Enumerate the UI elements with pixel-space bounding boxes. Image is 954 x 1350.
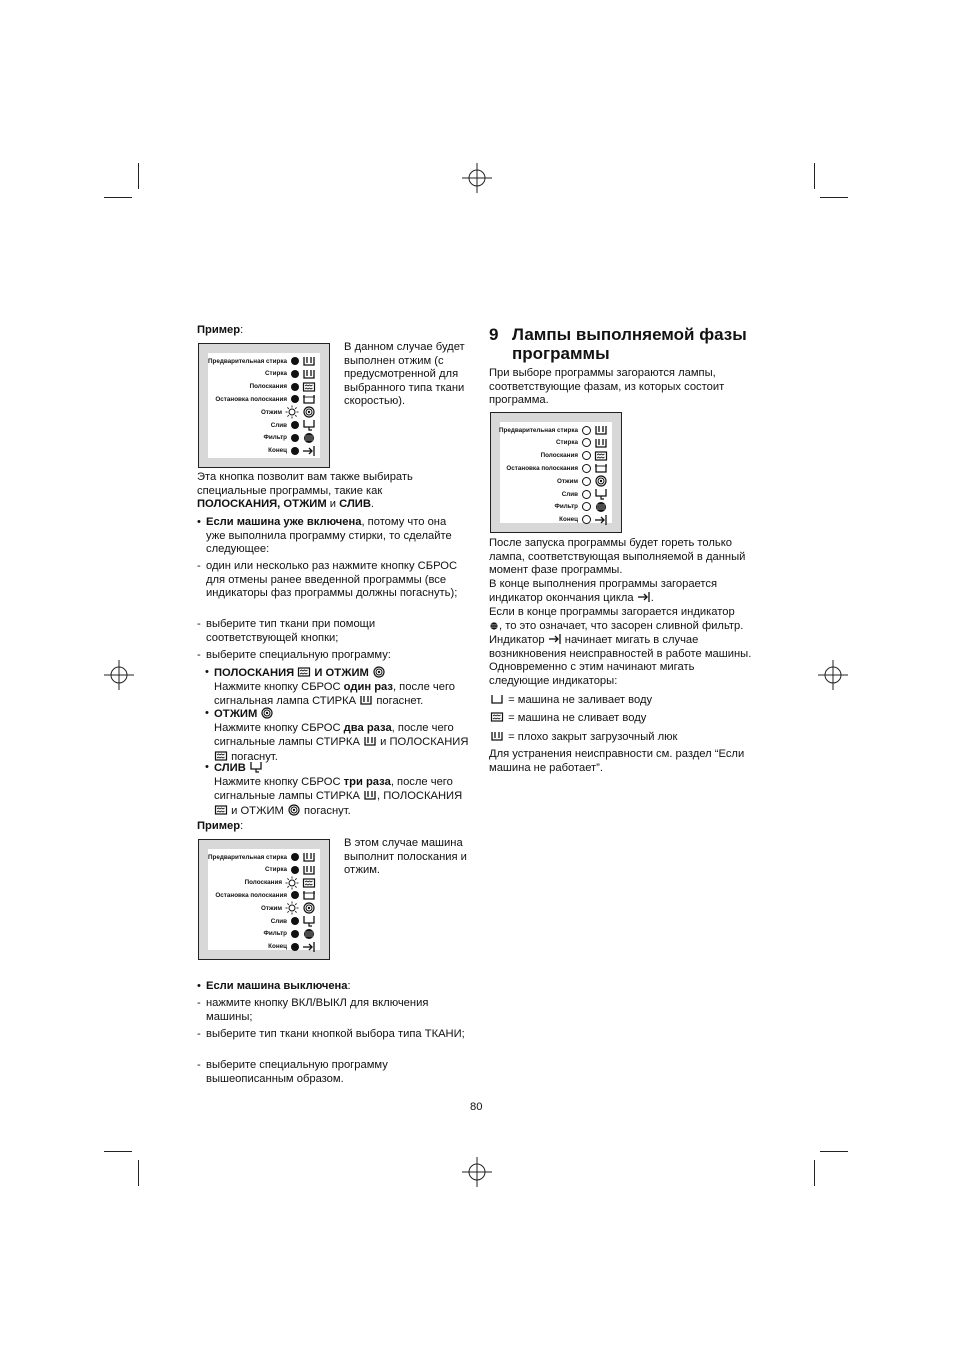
lamp-off-icon — [582, 464, 591, 473]
end-icon — [637, 591, 651, 603]
sub-spin — [214, 707, 470, 764]
panel-row-label: Конец — [268, 447, 287, 455]
panel-row — [261, 406, 316, 418]
sub1-text-c: погаснет. — [376, 695, 424, 708]
panel-row — [555, 501, 609, 513]
sub1-text-b: , после чего сигнальная лампа СТИРКА — [214, 680, 456, 708]
sub2-title: ОТЖИМ — [214, 708, 258, 720]
lamp-on-icon — [291, 853, 299, 861]
end-icon — [302, 941, 316, 953]
filter-icon — [489, 621, 499, 631]
panel-row — [215, 393, 316, 405]
example1-note: В данном случае будет выполнен отжим (с предусмотренной для выбранного типа ткани скоростью). — [344, 341, 465, 408]
panel-row-label: Отжим — [556, 477, 578, 485]
wash-icon — [363, 789, 377, 801]
drain-icon — [302, 419, 316, 431]
spin-icon — [372, 666, 386, 678]
heading-line2: программы — [512, 344, 610, 363]
bullet-machine-on — [206, 516, 468, 557]
panel-row-label: Отжим — [260, 904, 282, 912]
intro-bold-drain: СЛИВ — [339, 498, 371, 511]
panel-row-label: Фильтр — [554, 503, 578, 511]
panel-row — [208, 355, 316, 367]
spin-icon — [287, 804, 301, 816]
blinking-lamp-icon — [285, 876, 299, 890]
off-step-program: - выберите специальную программу вышеописанным образом. — [206, 1059, 468, 1086]
page-number: 80 — [470, 1101, 483, 1113]
lamp-on-icon — [291, 421, 299, 429]
panel-row-label: Остановка полоскания — [506, 464, 578, 472]
filter-icon — [302, 432, 316, 444]
rinse-icon — [297, 666, 311, 678]
step-special: - выберите специальную программу: — [206, 649, 468, 663]
lamp-on-icon — [291, 370, 299, 378]
panel-row-label: Предварительная стирка — [498, 426, 578, 434]
sub-rinse-spin — [214, 666, 470, 709]
lamp-off-icon — [582, 477, 591, 486]
panel-row — [268, 941, 316, 953]
panel-row — [261, 902, 316, 914]
lamp-off-icon — [582, 490, 591, 499]
wash-icon — [594, 437, 608, 449]
panel-row-label: Стирка — [555, 439, 578, 447]
crop-mark — [104, 197, 132, 198]
lamp-on-icon — [291, 357, 299, 365]
panel-row — [265, 368, 316, 380]
bullet-off-title: Если машина выключена — [206, 980, 348, 992]
panel-row — [506, 462, 608, 474]
panel-row — [215, 889, 316, 901]
section-intro: При выборе программы загораются лампы, соответствующие фазам, из которых состоит программа. — [489, 367, 725, 407]
rinse-icon — [489, 711, 505, 723]
registration-mark-icon — [462, 163, 492, 193]
sub2-text-c: и ПОЛОСКАНИЯ — [380, 736, 469, 749]
filter-icon — [594, 501, 608, 513]
end-icon — [302, 445, 316, 457]
panel-row — [264, 928, 317, 940]
sub-drain — [214, 761, 470, 818]
panel-row-label: Слив — [561, 490, 578, 498]
blinking-lamp-icon — [285, 405, 299, 419]
sub2-text-d: погаснут. — [231, 750, 278, 763]
lamp-off-icon — [582, 438, 591, 447]
prewash-icon — [302, 851, 316, 863]
lamp-on-icon — [291, 383, 299, 391]
sub1-bold: один раз — [343, 680, 393, 693]
lamp-off-icon — [582, 426, 591, 435]
panel-row-label: Конец — [559, 516, 578, 524]
panel-rows — [500, 422, 612, 523]
registration-mark-icon — [104, 660, 134, 690]
sub3-bold: три раза — [343, 775, 391, 788]
indicator-door: = плохо закрыт загрузочный люк — [489, 730, 757, 745]
lamp-on-icon — [291, 917, 299, 925]
indicator-no-fill: = машина не заливает воду — [489, 693, 757, 708]
rinse-icon — [214, 804, 228, 816]
heading-line1: 9 Лампы выполняемой фазы — [489, 325, 747, 344]
panel-row-label: Конец — [268, 943, 287, 951]
example2-note: В этом случае машина выполнит полоскания и отжим. — [344, 837, 467, 877]
panel-rows — [208, 353, 320, 458]
indicator-panel-example2 — [198, 839, 330, 960]
panel-row — [245, 877, 316, 889]
sub1-title: ПОЛОСКАНИЯ — [214, 667, 295, 679]
panel-row-label: Отжим — [260, 408, 282, 416]
off-step-fabric: - выберите тип ткани кнопкой выбора типа ТКАНИ; — [206, 1028, 468, 1042]
rinse-hold-icon — [302, 889, 316, 901]
para-end: В конце выполнения программы загорается индикатор окончания цикла . — [489, 577, 718, 605]
wash-icon — [489, 730, 505, 742]
tub-icon — [489, 693, 505, 705]
lamp-off-icon — [582, 451, 591, 460]
panel-row — [559, 514, 608, 526]
panel-row-label: Фильтр — [263, 930, 287, 938]
spin-icon — [260, 707, 274, 719]
panel-row — [271, 419, 316, 431]
sub3-title: СЛИВ — [214, 762, 246, 774]
lamp-on-icon — [291, 943, 299, 951]
indicator-panel-example1 — [198, 343, 330, 468]
intro-paragraph: Эта кнопка позволит вам также выбирать специальные программы, такие как ПОЛОСКАНИЯ, ОТЖИМ и СЛИВ. — [197, 471, 413, 511]
drain-icon — [249, 761, 263, 773]
panel-row — [250, 381, 316, 393]
panel-row — [562, 488, 608, 500]
section-body — [489, 537, 757, 776]
bullet-machine-off: • Если машина выключена: — [206, 980, 468, 994]
crop-mark — [814, 1160, 815, 1186]
spin-icon — [594, 475, 608, 487]
drain-icon — [302, 915, 316, 927]
lamp-on-icon — [291, 930, 299, 938]
step-reset: - один или несколько раз нажмите кнопку СБРОС для отмены ранее введенной программы (все индикаторы фаз программы должны погаснуть); — [206, 560, 468, 601]
registration-mark-icon — [462, 1157, 492, 1187]
para-filter: Если в конце программы загорается индикатор , то это означает, что засорен сливной фильтр. — [489, 605, 744, 632]
intro-bold: ПОЛОСКАНИЯ, ОТЖИМ — [197, 498, 327, 511]
crop-mark — [138, 1160, 139, 1186]
para-troubleshoot: Для устранения неисправности см. раздел “Если машина не работает”. — [489, 748, 745, 774]
sub3-text-b: , после чего сигнальные лампы СТИРКА — [214, 775, 453, 803]
rinse-icon — [594, 450, 608, 462]
blinking-lamp-icon — [285, 901, 299, 915]
sub3-text-d: и ОТЖИМ — [231, 804, 284, 817]
panel-row — [264, 432, 317, 444]
crop-mark — [820, 197, 848, 198]
crop-mark — [104, 1151, 132, 1152]
panel-row-label: Предварительная стирка — [207, 357, 287, 365]
intro-and: и — [329, 498, 337, 511]
lamp-on-icon — [291, 395, 299, 403]
wash-icon — [363, 735, 377, 747]
spin-icon — [302, 902, 316, 914]
wash-icon — [302, 864, 316, 876]
spin-icon — [302, 406, 316, 418]
indicator-no-drain: = машина не сливает воду — [489, 711, 757, 726]
intro-text: Эта кнопка позволит вам также выбирать специальные программы, такие как — [197, 471, 413, 497]
panel-row — [557, 475, 608, 487]
panel-row-label: Предварительная стирка — [207, 853, 287, 861]
sub2-text-a: Нажмите кнопку СБРОС — [214, 721, 341, 734]
end-icon — [548, 633, 562, 645]
panel-row — [499, 424, 608, 436]
sub1-title2: И ОТЖИМ — [314, 667, 369, 679]
panel-row — [265, 864, 316, 876]
para-also-blink: Одновременно с этим начинают мигать следующие индикаторы: — [489, 661, 695, 687]
panel-row-label: Полоскания — [249, 383, 287, 391]
lamp-on-icon — [291, 447, 299, 455]
panel-row-label: Стирка — [264, 866, 287, 874]
example2-label: Пример: — [197, 820, 244, 832]
panel-row — [556, 437, 608, 449]
panel-row-label: Фильтр — [263, 434, 287, 442]
panel-row — [541, 450, 608, 462]
sub2-text-b: , после чего сигнальные лампы СТИРКА — [214, 721, 454, 749]
lamp-on-icon — [291, 866, 299, 874]
crop-mark — [820, 1151, 848, 1152]
lamp-on-icon — [291, 434, 299, 442]
rinse-hold-icon — [302, 393, 316, 405]
rinse-icon — [302, 381, 316, 393]
panel-rows — [208, 849, 320, 950]
prewash-icon — [302, 355, 316, 367]
step-fabric: - выберите тип ткани при помощи соответствующей кнопки; — [206, 618, 468, 645]
panel-row-label: Стирка — [264, 370, 287, 378]
bullet-on-title: Если машина уже включена — [206, 516, 362, 528]
prewash-icon — [594, 424, 608, 436]
lamp-off-icon — [582, 502, 591, 511]
para-running: После запуска программы будет гореть только лампа, соответствующая выполняемой в данный момент фазе программы. — [489, 537, 746, 577]
sub1-text-a: Нажмите кнопку СБРОС — [214, 680, 341, 693]
panel-row-label: Полоскания — [244, 879, 282, 887]
panel-row — [268, 445, 316, 457]
rinse-icon — [302, 877, 316, 889]
sub3-text-e: погаснут. — [304, 804, 351, 817]
rinse-icon — [214, 750, 228, 762]
crop-mark — [814, 163, 815, 189]
off-step-power: - нажмите кнопку ВКЛ/ВЫКЛ для включения машины; — [206, 997, 468, 1024]
para-blink: Индикатор начинает мигать в случае возникновения неисправностей в работе машины. — [489, 634, 752, 660]
lamp-off-icon — [582, 515, 591, 524]
section-heading — [489, 325, 759, 363]
end-icon — [594, 514, 608, 526]
wash-icon — [302, 368, 316, 380]
panel-row-label: Слив — [270, 421, 287, 429]
panel-row-label: Слив — [270, 917, 287, 925]
rinse-hold-icon — [594, 462, 608, 474]
panel-row-label: Остановка полоскания — [215, 891, 287, 899]
wash-icon — [359, 694, 373, 706]
crop-mark — [138, 163, 139, 189]
sub2-bold: два раза — [343, 721, 392, 734]
indicator-panel-section9 — [490, 412, 622, 533]
panel-row — [271, 915, 316, 927]
lamp-on-icon — [291, 891, 299, 899]
filter-icon — [302, 928, 316, 940]
drain-icon — [594, 488, 608, 500]
bullet-on-text: , потому что она уже выполнила программу стирки, то сделайте следующее: — [206, 516, 452, 556]
registration-mark-icon — [818, 660, 848, 690]
panel-row — [208, 851, 316, 863]
panel-row-label: Полоскания — [540, 452, 578, 460]
example1-label: Пример: — [197, 324, 244, 336]
panel-row-label: Остановка полоскания — [215, 395, 287, 403]
sub3-text-c: , ПОЛОСКАНИЯ — [377, 790, 463, 803]
sub3-text-a: Нажмите кнопку СБРОС — [214, 775, 341, 788]
